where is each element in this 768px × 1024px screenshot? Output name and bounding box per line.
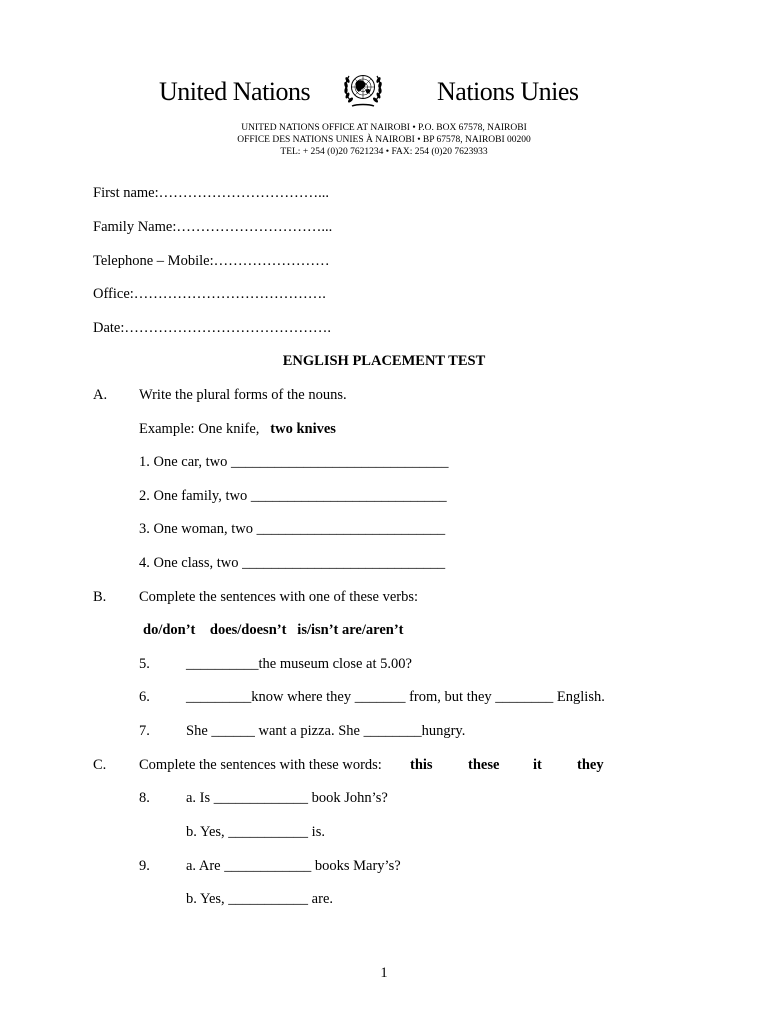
question-9b-text[interactable]: b. Yes, ___________ are. <box>186 891 334 907</box>
example-prefix: Example: One knife, <box>139 421 260 437</box>
letterhead-title-english: United Nations <box>159 77 311 106</box>
letterhead-address-line: UNITED NATIONS OFFICE AT NAIROBI • P.O. BOX 67578, NAIROBI <box>241 123 527 133</box>
word-it: it <box>533 757 542 773</box>
letterhead-contact-line: TEL: + 254 (0)20 7621234 • FAX: 254 (0)20 7623933 <box>280 147 488 157</box>
question-6-text[interactable]: _________know where they _______ from, but they ________ English. <box>186 689 605 705</box>
page-number: 1 <box>380 965 388 981</box>
first-name-field[interactable]: First name:……………………………... <box>93 185 330 201</box>
section-c-instruction: Complete the sentences with these words: <box>139 757 382 773</box>
question-5-text[interactable]: __________the museum close at 5.00? <box>186 656 412 672</box>
section-b-instruction: Complete the sentences with one of these verbs: <box>139 589 419 605</box>
date-field[interactable]: Date:……………………………………. <box>93 320 332 336</box>
word-they: they <box>577 757 604 773</box>
page-title: ENGLISH PLACEMENT TEST <box>282 353 486 369</box>
word-these: these <box>468 757 500 773</box>
un-emblem-icon <box>341 66 385 110</box>
question-a2[interactable]: 2. One family, two ___________________________ <box>139 488 447 504</box>
question-7-number: 7. <box>139 723 150 739</box>
question-a1[interactable]: 1. One car, two ______________________________ <box>139 454 449 470</box>
question-9-number: 9. <box>139 858 150 874</box>
question-5-number: 5. <box>139 656 150 672</box>
section-a-example <box>139 420 336 438</box>
question-8b-text[interactable]: b. Yes, ___________ is. <box>186 824 325 840</box>
question-a3[interactable]: 3. One woman, two __________________________ <box>139 521 446 537</box>
section-a-instruction: Write the plural forms of the nouns. <box>139 387 347 403</box>
question-6-number: 6. <box>139 689 150 705</box>
section-b-verb-list: do/don’t does/doesn’t is/isn’t are/aren’t <box>143 622 404 638</box>
telephone-mobile-field[interactable]: Telephone – Mobile:…………………… <box>93 253 330 269</box>
letterhead-address-line: OFFICE DES NATIONS UNIES À NAIROBI • BP 67578, NAIROBI 00200 <box>237 135 531 145</box>
question-8-number: 8. <box>139 790 150 806</box>
section-c-letter: C. <box>93 757 107 773</box>
question-8a-text[interactable]: a. Is _____________ book John’s? <box>186 790 388 806</box>
question-9a-text[interactable]: a. Are ____________ books Mary’s? <box>186 858 401 874</box>
section-a-letter: A. <box>93 387 108 403</box>
office-field[interactable]: Office:…………………………………. <box>93 286 326 302</box>
question-7-text[interactable]: She ______ want a pizza. She ________hungry. <box>186 723 466 739</box>
section-b-letter: B. <box>93 589 107 605</box>
letterhead-title-french: Nations Unies <box>437 77 579 106</box>
word-this: this <box>410 757 433 773</box>
question-a4[interactable]: 4. One class, two ____________________________ <box>139 555 446 571</box>
example-answer: two knives <box>270 421 336 437</box>
family-name-field[interactable]: Family Name:…………………………... <box>93 219 333 235</box>
